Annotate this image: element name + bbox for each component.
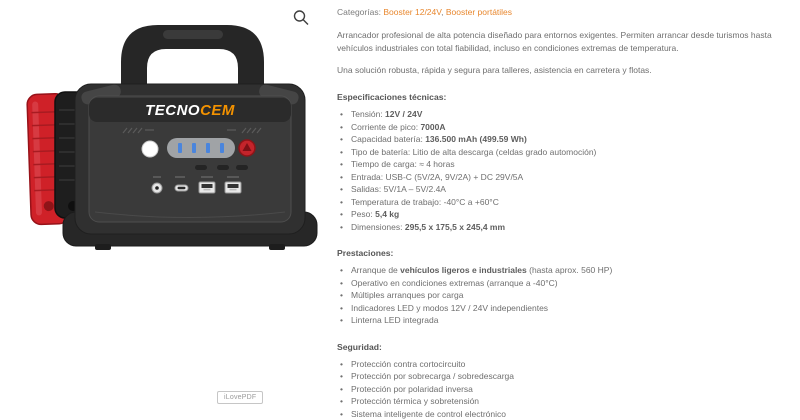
product-details bbox=[337, 6, 795, 420]
category-link-booster-12-24v[interactable]: Booster 12/24V bbox=[383, 7, 441, 17]
list-item: • Tensión: 12V / 24V bbox=[337, 108, 795, 121]
usb-c-port bbox=[175, 185, 188, 191]
safety-list bbox=[337, 358, 795, 420]
list-item: • Capacidad batería: 136.500 mAh (499.59 Wh) bbox=[337, 133, 795, 146]
categories-label: Categorías: bbox=[337, 7, 381, 17]
brand-logo: TECNOCEM bbox=[145, 102, 235, 119]
list-item: • Protección por polaridad inversa bbox=[337, 383, 795, 396]
usb-a-port-1 bbox=[199, 182, 215, 193]
list-item: • Linterna LED integrada bbox=[337, 314, 795, 327]
usb-a-port-2 bbox=[225, 182, 241, 193]
list-item: • Protección por sobrecarga / sobredescarga bbox=[337, 370, 795, 383]
warning-button bbox=[239, 140, 255, 156]
zoom-button[interactable] bbox=[291, 9, 311, 29]
specs-list bbox=[337, 108, 795, 233]
list-item: • Operativo en condiciones extremas (arranque a -40°C) bbox=[337, 277, 795, 290]
category-link-booster-portatiles[interactable]: Booster portátiles bbox=[446, 7, 512, 17]
watermark-badge: iLovePDF bbox=[217, 391, 263, 404]
safety-heading: Seguridad: bbox=[337, 341, 795, 354]
list-item: • Temperatura de trabajo: -40°C a +60°C bbox=[337, 196, 795, 209]
led-indicator-panel bbox=[167, 138, 235, 158]
product-gallery bbox=[0, 0, 332, 409]
list-item: • Arranque de vehículos ligeros e industriales (hasta aprox. 560 HP) bbox=[337, 264, 795, 277]
list-item: • Corriente de pico: 7000A bbox=[337, 121, 795, 134]
list-item: • Múltiples arranques por carga bbox=[337, 289, 795, 302]
description-paragraph-1: Arrancador profesional de alta potencia diseñado para entornos exigentes. Permiten arrancar desde turismos hasta vehículos industriales con total fiabilidad, incluso en condiciones extremas de temperatura. bbox=[337, 29, 795, 55]
vent-slots bbox=[195, 165, 248, 170]
product-categories bbox=[337, 6, 795, 19]
list-item: • Sistema inteligente de control electrónico bbox=[337, 408, 795, 420]
list-item: • Tipo de batería: Litio de alta descarga (celdas grado automoción) bbox=[337, 146, 795, 159]
list-item: • Tiempo de carga: ≈ 4 horas bbox=[337, 158, 795, 171]
list-item: • Protección contra cortocircuito bbox=[337, 358, 795, 371]
list-item: • Dimensiones: 295,5 x 175,5 x 245,4 mm bbox=[337, 221, 795, 234]
features-heading: Prestaciones: bbox=[337, 247, 795, 260]
list-item: • Peso: 5,4 kg bbox=[337, 208, 795, 221]
dc-input-port bbox=[152, 183, 162, 193]
list-item: • Protección térmica y sobretensión bbox=[337, 395, 795, 408]
list-item: • Entrada: USB-C (5V/2A, 9V/2A) + DC 29V/5A bbox=[337, 171, 795, 184]
magnifier-icon bbox=[292, 9, 310, 27]
list-item: • Indicadores LED y modos 12V / 24V independientes bbox=[337, 302, 795, 315]
product-image[interactable] bbox=[25, 16, 315, 251]
features-list bbox=[337, 264, 795, 327]
list-item: • Salidas: 5V/1A – 5V/2.4A bbox=[337, 183, 795, 196]
specs-heading: Especificaciones técnicas: bbox=[337, 91, 795, 104]
flashlight-lens bbox=[142, 141, 158, 157]
description-paragraph-2: Una solución robusta, rápida y segura para talleres, asistencia en carretera y flotas. bbox=[337, 64, 795, 77]
category-separator: , bbox=[441, 7, 446, 17]
